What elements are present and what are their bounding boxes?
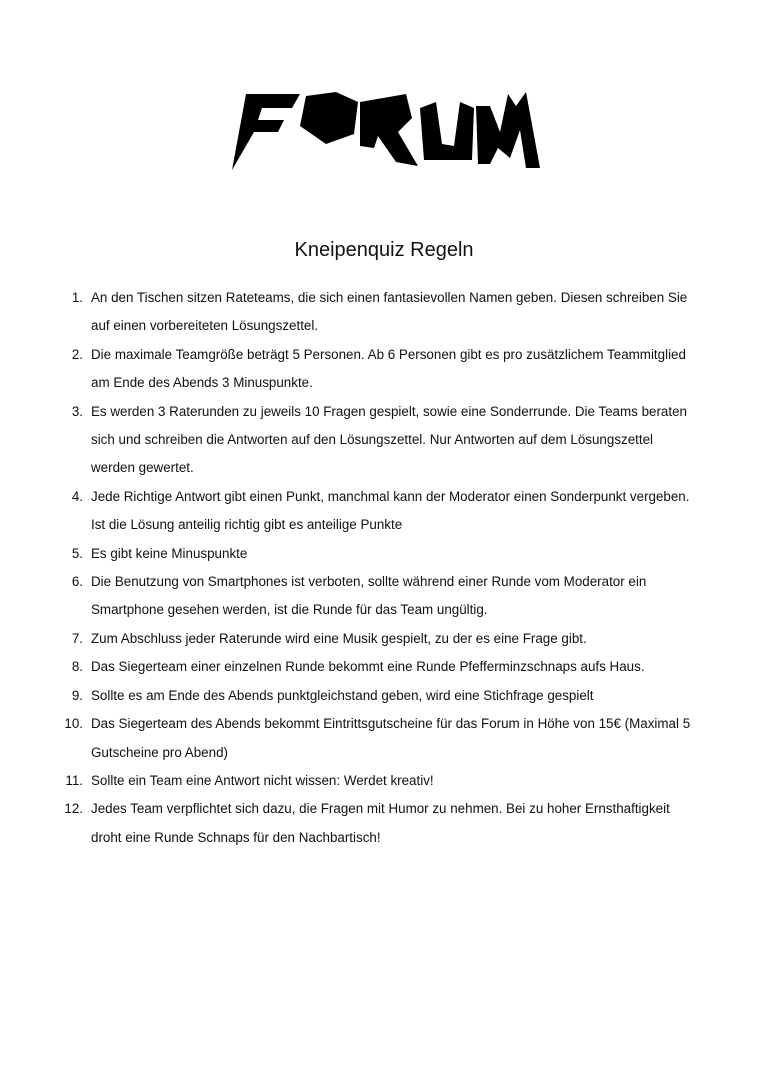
rule-number: 5. (71, 545, 83, 561)
rule-item (52, 483, 692, 540)
rule-text: Es werden 3 Raterunden zu jeweils 10 Fragen gespielt, sowie eine Sonderrunde. Die Teams beraten sich und schreiben die Antworten auf den Lösungszettel. Nur Antworten auf dem Lösungszettel werden gewertet. (91, 403, 687, 476)
rule-text: Jede Richtige Antwort gibt einen Punkt, manchmal kann der Moderator einen Sonderpunkt vergeben. Ist die Lösung anteilig richtig gibt es anteilige Punkte (91, 488, 690, 533)
rule-number: 7. (71, 630, 83, 646)
rule-text: An den Tischen sitzen Rateteams, die sich einen fantasievollen Namen geben. Diesen schreiben Sie auf einen vorbereiteten Lösungszettel. (91, 290, 688, 334)
rule-text: Das Siegerteam des Abends bekommt Eintrittsgutscheine für das Forum in Höhe von 15€ (Maximal 5 Gutscheine pro Abend) (91, 716, 691, 760)
rule-number: 11. (65, 772, 83, 788)
rule-item (52, 795, 692, 852)
rule-text: Die maximale Teamgröße beträgt 5 Personen. Ab 6 Personen gibt es pro zusätzlichem Teammitglied am Ende des Abends 3 Minuspunkte. (91, 346, 686, 391)
rule-number: 2. (71, 346, 83, 362)
rule-number: 4. (71, 488, 83, 504)
rule-item (52, 341, 692, 398)
forum-logo-icon (228, 88, 540, 172)
rules-list (52, 284, 692, 852)
logo-letter-m (476, 92, 540, 168)
rule-text: Zum Abschluss jeder Raterunde wird eine Musik gespielt, zu der es eine Frage gibt. (91, 630, 587, 646)
rule-text: Es gibt keine Minuspunkte (91, 545, 248, 561)
rule-item (52, 568, 692, 625)
page-title: Kneipenquiz Regeln (294, 239, 474, 261)
rule-text: Sollte es am Ende des Abends punktgleichstand geben, wird eine Stichfrage gespielt (91, 687, 594, 703)
logo-letter-f (232, 94, 300, 170)
rule-text: Sollte ein Team eine Antwort nicht wissen: Werdet kreativ! (91, 772, 434, 788)
logo-letter-r (360, 94, 418, 166)
rule-item (52, 540, 692, 568)
rule-item (52, 710, 692, 767)
rule-number: 8. (71, 659, 83, 675)
rule-item (52, 653, 692, 681)
rule-item (52, 767, 692, 795)
rule-text: Jedes Team verpflichtet sich dazu, die Fragen mit Humor zu nehmen. Bei zu hoher Ernsthaftigkeit droht eine Runde Schnaps für den Nachbartisch! (91, 801, 670, 845)
rule-item (52, 398, 692, 483)
rule-item (52, 625, 692, 653)
rule-number: 3. (71, 403, 83, 419)
rule-number: 1. (71, 290, 83, 305)
rule-text: Das Siegerteam einer einzelnen Runde bekommt eine Runde Pfefferminzschnaps aufs Haus. (91, 659, 645, 675)
rule-item (52, 682, 692, 710)
rule-number: 12. (64, 801, 83, 817)
rule-number: 9. (71, 687, 83, 703)
logo-letter-u (420, 102, 474, 160)
rule-text: Die Benutzung von Smartphones ist verboten, sollte während einer Runde vom Moderator ein Smartphone gesehen werden, ist die Runde für das Team ungültig. (91, 574, 647, 618)
rule-number: 10. (64, 716, 83, 732)
logo-letter-o (300, 92, 358, 144)
rule-item (52, 284, 692, 341)
rule-number: 6. (71, 574, 83, 590)
